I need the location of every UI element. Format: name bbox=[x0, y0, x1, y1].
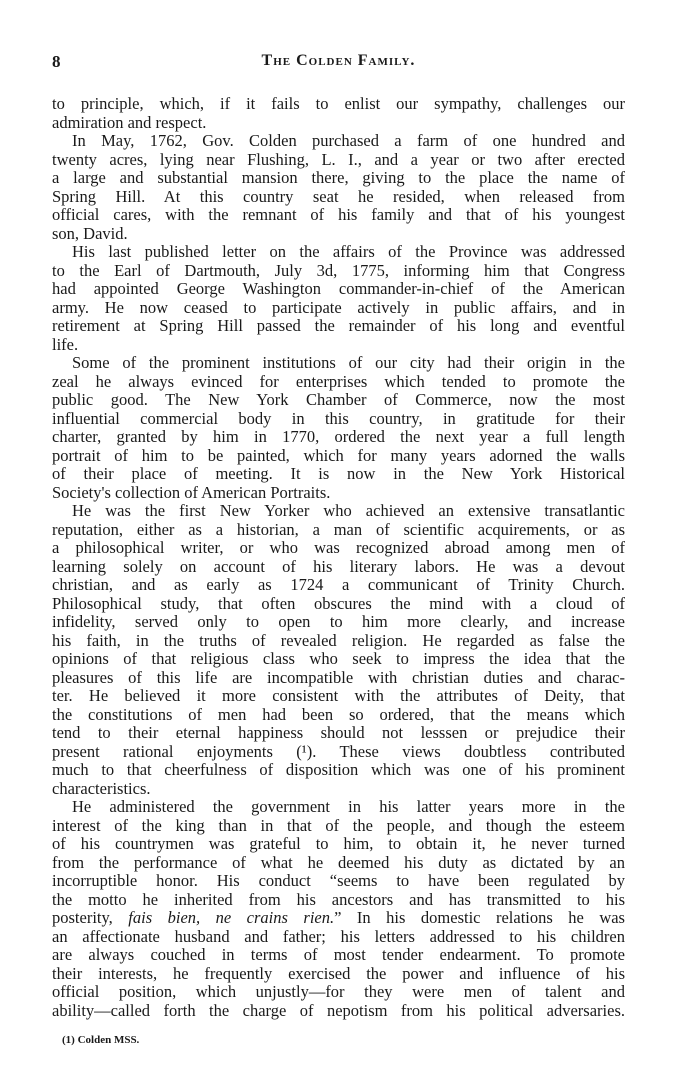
text-line: infidelity, served only to open to him more clearly, and increase bbox=[52, 612, 625, 631]
body-text bbox=[52, 95, 625, 1020]
text-line: In May, 1762, Gov. Colden purchased a farm of one hundred and bbox=[72, 131, 625, 150]
text-line: pleasures of this life are incompatible with christian duties and charac- bbox=[52, 667, 625, 687]
text-line: Some of the prominent institutions of our city had their origin in the bbox=[72, 353, 625, 372]
text-line: are always couched in terms of most tender endearment. To promote bbox=[52, 945, 625, 964]
text-line: official cares, with the remnant of his family and that of his youngest bbox=[52, 205, 625, 224]
italic-motto: fais bien, ne crains rien. bbox=[128, 908, 335, 927]
text-line: the constitutions of men had been so ordered, that the means which bbox=[52, 704, 625, 724]
text-line: a large and substantial mansion there, giving to the place the name of bbox=[52, 168, 625, 187]
text-line: characteristics. bbox=[52, 778, 151, 798]
text-line: interest of the king than in that of the people, and though the esteem bbox=[52, 815, 625, 835]
text-line: He was the first New Yorker who achieved an extensive transatlantic bbox=[72, 501, 625, 520]
page-number: 8 bbox=[52, 52, 61, 71]
text-line: His last published letter on the affairs of the Province was addressed bbox=[72, 242, 625, 261]
text-line: incorruptible honor. His conduct “seems to have been regulated by bbox=[52, 871, 625, 890]
text-line: an affectionate husband and father; his letters addressed to his children bbox=[52, 926, 625, 946]
text-line: a philosophical writer, or who was recognized abroad among men of bbox=[52, 538, 625, 557]
text-line: present rational enjoyments (¹). These views doubtless contributed bbox=[52, 741, 625, 761]
text-line: army. He now ceased to participate actively in public affairs, and in bbox=[52, 297, 625, 317]
text-line: ability—called forth the charge of nepotism from his political adversaries. bbox=[52, 1000, 625, 1020]
text-line: the motto he inherited from his ancestors and has transmitted to his bbox=[52, 889, 625, 909]
text-line: to the Earl of Dartmouth, July 3d, 1775, informing him that Congress bbox=[52, 260, 625, 280]
text-line: much to that cheerfulness of disposition which was one of his prominent bbox=[52, 760, 625, 779]
footnote: (1) Colden MSS. bbox=[62, 1034, 140, 1046]
text-line: his faith, in the truths of revealed religion. He regarded as false the bbox=[52, 630, 625, 650]
text-line: of their place of meeting. It is now in the New York Historical bbox=[52, 464, 625, 483]
page-header bbox=[52, 52, 625, 74]
text-line: opinions of that religious class who seek to impress the idea that the bbox=[52, 649, 625, 668]
text-line: son, David. bbox=[52, 223, 128, 243]
text-line: Spring Hill. At this country seat he resided, when released from bbox=[52, 186, 625, 206]
text-line: posterity, fais bien, ne crains rien.” In his domestic relations he was bbox=[52, 908, 625, 927]
text-line: official position, which unjustly—for they were men of talent and bbox=[52, 982, 625, 1001]
text-line: to principle, which, if it fails to enlist our sympathy, challenges our bbox=[52, 94, 625, 113]
text-line: influential commercial body in this country, in gratitude for their bbox=[52, 408, 625, 428]
text-line: had appointed George Washington commander-in-chief of the American bbox=[52, 279, 625, 298]
text-line: Philosophical study, that often obscures the mind with a cloud of bbox=[52, 593, 625, 613]
text-line: twenty acres, lying near Flushing, L. I., and a year or two after erected bbox=[52, 149, 625, 169]
text-line: admiration and respect. bbox=[52, 112, 207, 132]
text-line: Society's collection of American Portraits. bbox=[52, 482, 331, 502]
text-line: tend to their eternal happiness should not lesssen or prejudice their bbox=[52, 723, 625, 742]
running-title: The Colden Family. bbox=[261, 52, 416, 69]
text-line: life. bbox=[52, 334, 79, 354]
text-line: He administered the government in his latter years more in the bbox=[72, 797, 625, 816]
text-line: charter, granted by him in 1770, ordered the next year a full length bbox=[52, 427, 625, 446]
text-line: portrait of him to be painted, which for many years adorned the walls bbox=[52, 445, 625, 465]
text-line: their interests, he frequently exercised the power and influence of his bbox=[52, 963, 625, 983]
text-line: public good. The New York Chamber of Commerce, now the most bbox=[52, 390, 625, 409]
text-line: christian, and as early as 1724 a communicant of Trinity Church. bbox=[52, 575, 625, 594]
text-line: reputation, either as a historian, a man of scientific acquirements, or as bbox=[52, 519, 625, 539]
text-line: of his countrymen was grateful to him, to obtain it, he never turned bbox=[52, 834, 625, 853]
text-line: retirement at Spring Hill passed the remainder of his long and eventful bbox=[52, 316, 625, 335]
text-line: from the performance of what he deemed his duty as dictated by an bbox=[52, 852, 625, 872]
text-line: learning solely on account of his literary labors. He was a devout bbox=[52, 556, 625, 576]
text-line: zeal he always evinced for enterprises which tended to promote the bbox=[52, 371, 625, 391]
text-line: ter. He believed it more consistent with the attributes of Deity, that bbox=[52, 686, 625, 705]
